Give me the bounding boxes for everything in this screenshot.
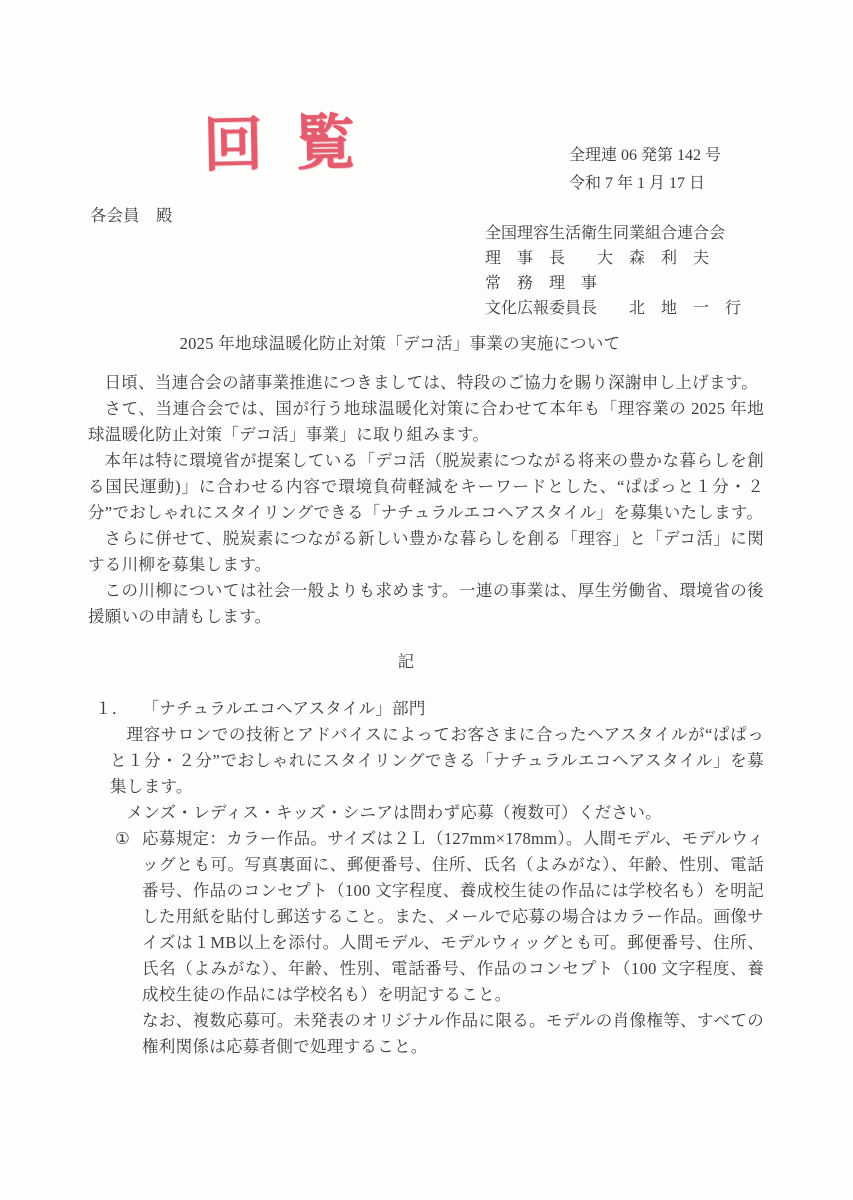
section1-heading — [95, 696, 764, 722]
section1-number: １． — [95, 699, 129, 718]
section1-paragraph-1: 理容サロンでの技術とアドバイスによってお客さまに合ったヘアスタイルが“ぱぱっと１分・２分”でおしゃれにスタイリングできる「ナチュラルエコヘアスタイル」を募集します。 — [110, 725, 764, 796]
body-paragraph-1: 日頃、当連合会の諸事業推進につきましては、特段のご協力を賜り深謝申し上げます。 — [104, 373, 759, 392]
document-title: 2025 年地球温暖化防止対策「デコ活」事業の実施について — [179, 334, 621, 353]
sender-managing-director: 常 務 理 事 — [485, 275, 598, 292]
ki-marker: 記 — [397, 652, 415, 671]
document-meta — [569, 142, 721, 198]
body-paragraph-5: この川柳については社会一般よりも求めます。一連の事業は、厚生労働省、環境省の後援願いの申請もします。 — [88, 581, 764, 626]
body-paragraph-3: 本年は特に環境省が提案している「デコ活（脱炭素につながる将来の豊かな暮らしを創る国民運動)」に合わせる内容で環境負荷軽減をキーワードとした、“ぱぱっと１分・２分”でおしゃれにスタイリングできる「ナチュラルエコヘアスタイル」を募集いたします。 — [88, 451, 764, 522]
section1-title: 「ナチュラルエコヘアスタイル」部門 — [142, 699, 426, 718]
document-body — [88, 331, 764, 1060]
document-number: 全理連 06 発第 142 号 — [569, 147, 722, 164]
section1-paragraph-2: メンズ・レディス・キッズ・シニアは問わず応募（複数可）ください。 — [126, 803, 662, 822]
document-date: 令和 7 年 1 月 17 日 — [569, 175, 706, 192]
sender-block — [485, 221, 741, 321]
sender-president: 理 事 長 大 森 利 夫 — [485, 250, 710, 267]
item1-text: 応募規定：カラー作品。サイズは２Ｌ（127mm×178mm）。人間モデル、モデルウィッグとも可。写真裏面に、郵便番号、住所、氏名（よみがな）、年齢、性別、電話番号、作品のコンセプト（100 文字程度、養成校生徒の作品には学校名も）を明記した用紙を貼付し郵送すること。また、メールで応募の場合はカラー作品。画像サイズは１MB以上を添付。人間モデル、モデルウィッグとも可。郵便番号、住所、氏名（よみがな）、年齢、性別、電話番号、作品のコンセプト（100 文字程度、養成校生徒の作品には学校名も）を明記すること。 — [142, 829, 764, 1004]
item1-circled-number: ① — [115, 829, 131, 848]
body-paragraph-2: さて、当連合会では、国が行う地球温暖化対策に合わせて本年も「理容業の 2025 年地球温暖化防止対策「デコ活」事業」に取り組みます。 — [88, 399, 764, 444]
sender-pr-chair: 文化広報委員長 北 地 一 行 — [485, 300, 742, 317]
kairan-stamp: 回覧 — [202, 109, 388, 179]
application-rules-item — [115, 826, 764, 1008]
recipient-line: 各会員 殿 — [90, 206, 173, 225]
body-paragraph-4: さらに併せて、脱炭素につながる新しい豊かな暮らしを創る「理容」と「デコ活」に関する川柳を募集します。 — [88, 529, 764, 574]
item1-note: なお、複数応募可。未発表のオリジナル作品に限る。モデルの肖像権等、すべての権利関係は応募者側で処理すること。 — [142, 1011, 764, 1056]
sender-organization: 全国理容生活衛生同業組合連合会 — [485, 225, 726, 242]
section1-body — [110, 722, 764, 826]
